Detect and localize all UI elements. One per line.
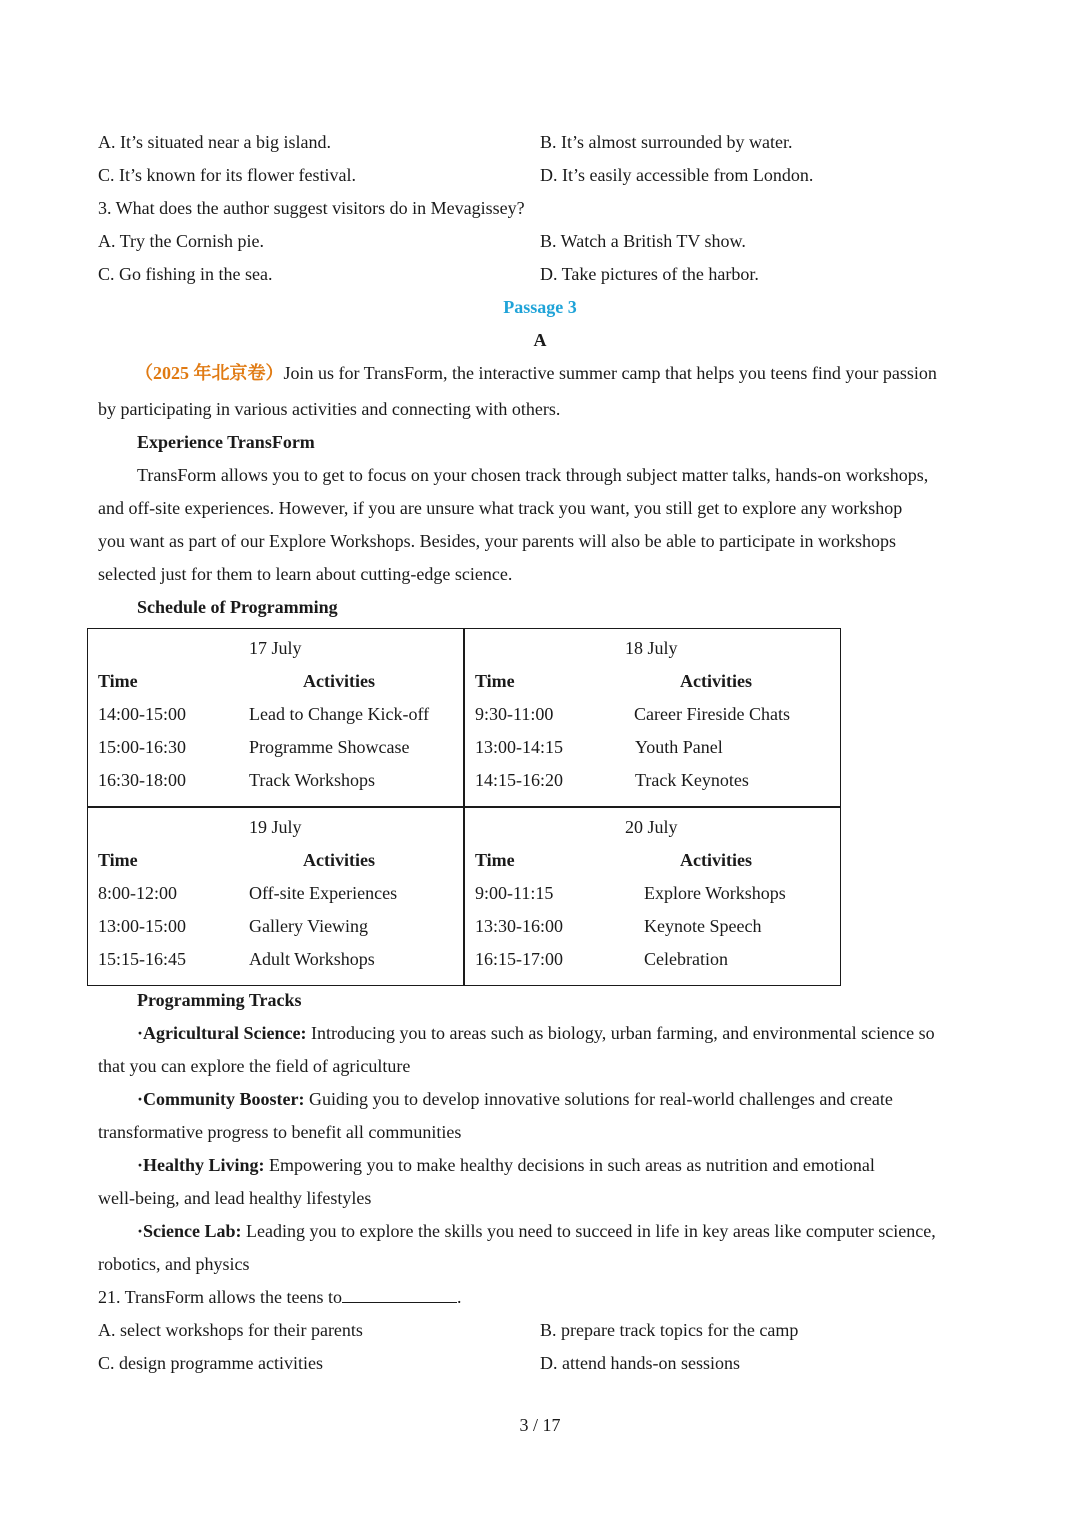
column-header-time: Time xyxy=(98,671,138,691)
track-item-line-2: transformative progress to benefit all communities xyxy=(98,1122,462,1142)
q2-option-d: D. It’s easily accessible from London. xyxy=(540,165,814,185)
track-item-line-2: that you can explore the field of agriculture xyxy=(98,1056,411,1076)
tracks-heading: Programming Tracks xyxy=(137,990,302,1010)
q2-option-c: C. It’s known for its flower festival. xyxy=(98,165,356,185)
column-header-activities: Activities xyxy=(680,671,752,691)
track-item-line-1 xyxy=(137,1088,893,1110)
intro-text-1: Join us for TransForm, the interactive summer camp that helps you teens find your passion xyxy=(283,363,937,383)
track-item-line-1 xyxy=(137,1154,875,1176)
experience-line-4: selected just for them to learn about cutting-edge science. xyxy=(98,564,513,584)
schedule-time: 13:30-16:00 xyxy=(475,916,563,936)
q21-stem: 21. TransForm allows the teens to xyxy=(98,1287,343,1307)
column-header-time: Time xyxy=(475,671,515,691)
schedule-activity: Keynote Speech xyxy=(644,916,762,936)
experience-line-1: TransForm allows you to get to focus on your chosen track through subject matter talks, hands-on workshops, xyxy=(137,465,929,485)
q21-option-a: A. select workshops for their parents xyxy=(98,1320,363,1340)
track-text: Empowering you to make healthy decisions in such areas as nutrition and emotional xyxy=(264,1155,875,1175)
track-name: ·Science Lab: xyxy=(137,1221,242,1241)
column-header-time: Time xyxy=(475,850,515,870)
schedule-heading: Schedule of Programming xyxy=(137,597,338,617)
q3-option-c: C. Go fishing in the sea. xyxy=(98,264,273,284)
source-tag: （2025 年北京卷） xyxy=(135,363,284,383)
track-name: ·Healthy Living: xyxy=(137,1155,265,1175)
q21-option-c: C. design programme activities xyxy=(98,1353,323,1373)
schedule-time: 9:30-11:00 xyxy=(475,704,554,724)
section-letter: A xyxy=(533,330,547,350)
track-item-line-2: robotics, and physics xyxy=(98,1254,250,1274)
schedule-time: 16:15-17:00 xyxy=(475,949,563,969)
day-date: 17 July xyxy=(249,638,302,658)
column-header-activities: Activities xyxy=(303,671,375,691)
q21-option-d: D. attend hands-on sessions xyxy=(540,1353,740,1373)
track-text: Introducing you to areas such as biology, urban farming, and environmental science so xyxy=(306,1023,935,1043)
schedule-time: 9:00-11:15 xyxy=(475,883,554,903)
q3-option-a: A. Try the Cornish pie. xyxy=(98,231,265,251)
table-divider-horizontal xyxy=(87,806,841,808)
intro-line-2: by participating in various activities and connecting with others. xyxy=(98,399,561,419)
schedule-activity: Track Workshops xyxy=(249,770,376,790)
q3-option-d: D. Take pictures of the harbor. xyxy=(540,264,759,284)
page-number: 3 / 17 xyxy=(519,1415,561,1435)
schedule-time: 15:15-16:45 xyxy=(98,949,186,969)
column-header-activities: Activities xyxy=(303,850,375,870)
experience-line-3: you want as part of our Explore Workshops. Besides, your parents will also be able to participate in workshops xyxy=(98,531,897,551)
track-item-line-2: well-being, and lead healthy lifestyles xyxy=(98,1188,372,1208)
column-header-time: Time xyxy=(98,850,138,870)
q2-option-b: B. It’s almost surrounded by water. xyxy=(540,132,793,152)
day-date: 19 July xyxy=(249,817,302,837)
experience-line-2: and off-site experiences. However, if you are unsure what track you want, you still get to explore any workshop xyxy=(98,498,903,518)
passage-title: Passage 3 xyxy=(503,297,577,317)
experience-heading: Experience TransForm xyxy=(137,432,315,452)
schedule-time: 13:00-15:00 xyxy=(98,916,186,936)
track-item-line-1 xyxy=(137,1022,935,1044)
schedule-activity: Celebration xyxy=(644,949,728,969)
q21-option-b: B. prepare track topics for the camp xyxy=(540,1320,799,1340)
column-header-activities: Activities xyxy=(680,850,752,870)
schedule-activity: Career Fireside Chats xyxy=(634,704,790,724)
track-name: ·Community Booster: xyxy=(137,1089,305,1109)
q21-end: . xyxy=(457,1287,462,1307)
schedule-activity: Adult Workshops xyxy=(249,949,375,969)
schedule-activity: Explore Workshops xyxy=(644,883,786,903)
schedule-activity: Programme Showcase xyxy=(249,737,410,757)
track-item-line-1 xyxy=(137,1220,936,1242)
intro-line-1 xyxy=(135,362,937,384)
schedule-time: 13:00-14:15 xyxy=(475,737,563,757)
q21-question xyxy=(98,1286,462,1308)
schedule-time: 16:30-18:00 xyxy=(98,770,186,790)
schedule-time: 8:00-12:00 xyxy=(98,883,177,903)
answer-blank xyxy=(342,1286,457,1303)
schedule-activity: Off-site Experiences xyxy=(249,883,398,903)
schedule-time: 14:15-16:20 xyxy=(475,770,563,790)
day-date: 18 July xyxy=(625,638,678,658)
q3-option-b: B. Watch a British TV show. xyxy=(540,231,746,251)
schedule-time: 14:00-15:00 xyxy=(98,704,186,724)
schedule-time: 15:00-16:30 xyxy=(98,737,186,757)
q2-option-a: A. It’s situated near a big island. xyxy=(98,132,331,152)
day-date: 20 July xyxy=(625,817,678,837)
q3-question: 3. What does the author suggest visitors do in Mevagissey? xyxy=(98,198,525,218)
track-name: ·Agricultural Science: xyxy=(137,1023,307,1043)
schedule-activity: Gallery Viewing xyxy=(249,916,369,936)
schedule-activity: Lead to Change Kick-off xyxy=(249,704,430,724)
track-text: Guiding you to develop innovative solutions for real-world challenges and create xyxy=(304,1089,893,1109)
schedule-activity: Track Keynotes xyxy=(635,770,749,790)
schedule-activity: Youth Panel xyxy=(635,737,723,757)
track-text: Leading you to explore the skills you need to succeed in life in key areas like computer science, xyxy=(241,1221,936,1241)
